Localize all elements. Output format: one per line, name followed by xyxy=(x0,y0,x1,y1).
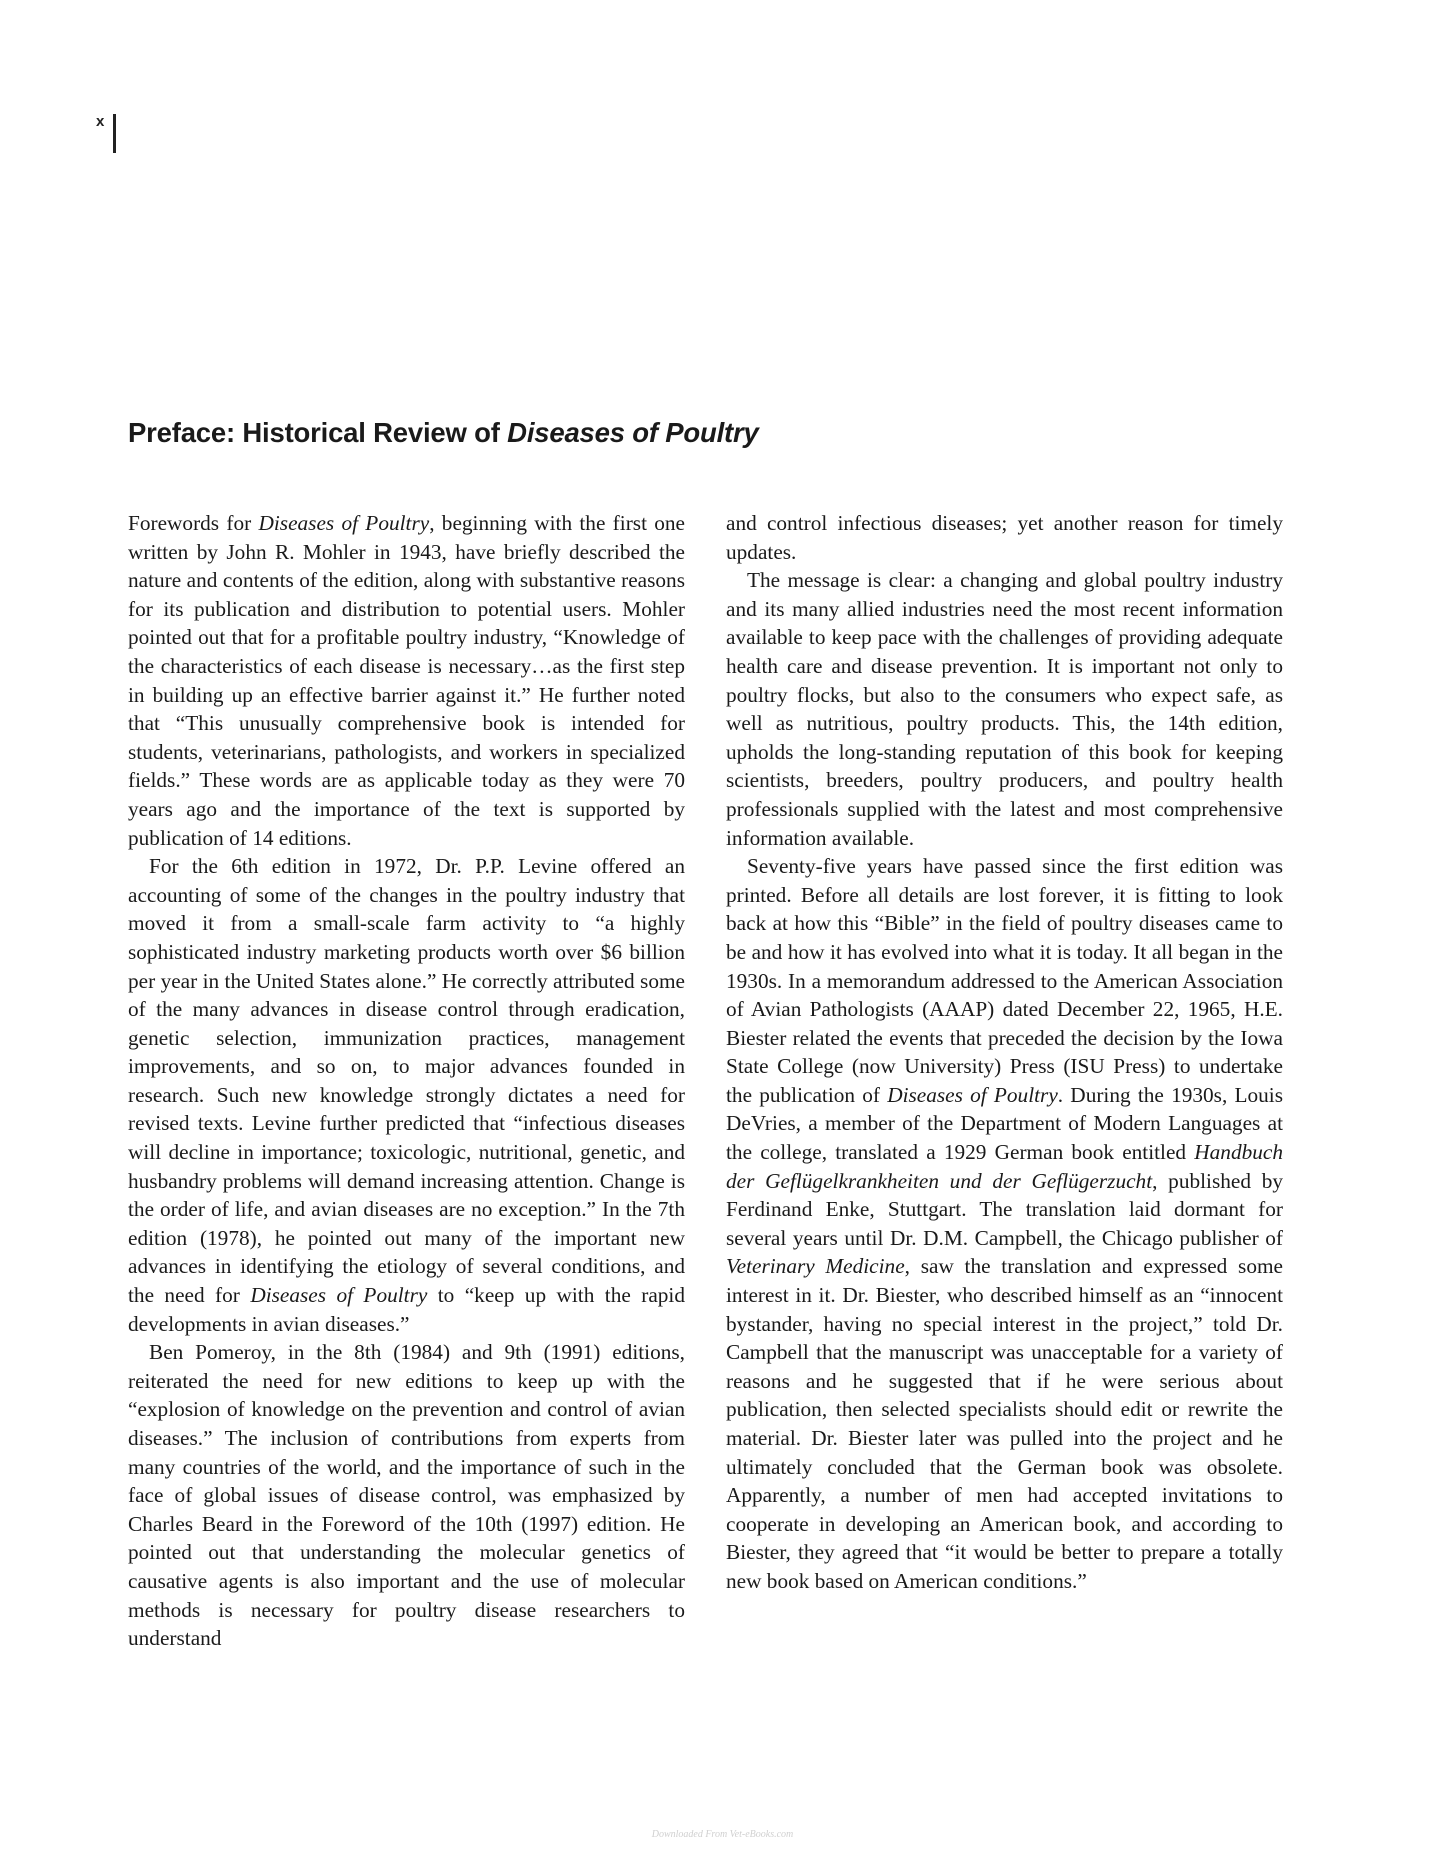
paragraph: Forewords for Diseases of Poultry, beginning with the first one written by John R. Mohler in 1943, have briefly described the nature and contents of the edition, along with substantive reasons for its publication and distribution to potential users. Mohler pointed out that for a profitable poultry industry, “Knowledge of the characteristics of each disease is necessary…as the first step in building up an effective barrier against it.” He further noted that “This unusually comprehensive book is intended for students, veterinarians, pathologists, and workers in specialized fields.” These words are as applicable today as they were 70 years ago and the importance of the text is supported by publication of 14 editions. xyxy=(128,511,686,850)
italic-text: Diseases of Poultry xyxy=(887,1082,1058,1107)
page-title xyxy=(128,415,759,451)
title-book-name: Diseases of Poultry xyxy=(507,417,759,448)
italic-text: Veterinary Medicine xyxy=(726,1254,905,1279)
right-text-column xyxy=(726,509,1283,1596)
italic-text: Diseases of Poultry xyxy=(250,1283,428,1308)
italic-text: Handbuch der Geflügelkrankheiten und der Geflügerzucht xyxy=(726,1140,1283,1193)
footer-watermark: Downloaded From Vet-eBooks.com xyxy=(651,1829,794,1840)
page-number-rule xyxy=(113,114,116,153)
title-prefix: Preface: Historical Review of xyxy=(128,417,508,448)
left-text-column xyxy=(128,509,685,1653)
paragraph: Seventy-five years have passed since the first edition was printed. Before all details are lost forever, it is fitting to look back at how this “Bible” in the field of poultry diseases came to be and how it has evolved into what it is today. It all began in the 1930s. In a memorandum addressed to the American Association of Avian Pathologists (AAAP) dated December 22, 1965, H.E. Biester related the events that preceded the decision by the Iowa State College (now University) Press (ISU Press) to undertake the publication of Diseases of Poultry. During the 1930s, Louis DeVries, a member of the Department of Modern Languages at the college, translated a 1929 German book entitled Handbuch der Geflügelkrankheiten und der Geflügerzucht, published by Ferdinand Enke, Stuttgart. The translation laid dormant for several years until Dr. D.M. Campbell, the Chicago publisher of Veterinary Medicine, saw the translation and expressed some interest in it. Dr. Biester, who described himself as an “innocent bystander, having no special interest in the project,” told Dr. Campbell that the manuscript was unacceptable for a variety of reasons and he suggested that if he were serious about publication, then selected specialists should edit or rewrite the material. Dr. Biester later was pulled into the project and he ultimately concluded that the German book was obsolete. Apparently, a number of men had accepted invitations to cooperate in developing an American book, and according to Biester, they agreed that “it would be better to prepare a totally new book based on American conditions.” xyxy=(726,854,1283,1593)
paragraph: and control infectious diseases; yet another reason for timely updates. xyxy=(726,511,1283,564)
paragraph: For the 6th edition in 1972, Dr. P.P. Levine offered an accounting of some of the changes in the poultry industry that moved it from a small-scale farm activity to “a highly sophisticated industry marketing products worth over $6 billion per year in the United States alone.” He correctly attributed some of the many advances in disease control through eradication, genetic selection, immunization practices, management improvements, and so on, to major advances founded in research. Such new knowledge strongly dictates a need for revised texts. Levine further predicted that “infectious diseases will decline in importance; toxicologic, nutritional, genetic, and husbandry problems will demand increasing attention. Change is the order of life, and avian diseases are no exception.” In the 7th edition (1978), he pointed out many of the important new advances in identifying the etiology of several conditions, and the need for Diseases of Poultry to “keep up with the rapid developments in avian diseases.” xyxy=(128,854,685,1336)
italic-text: Diseases of Poultry xyxy=(258,511,430,535)
paragraph: Ben Pomeroy, in the 8th (1984) and 9th (1991) editions, reiterated the need for new editions to keep up with the “explosion of knowledge on the prevention and control of avian diseases.” The inclusion of contributions from experts from many countries of the world, and the importance of such in the face of global issues of disease control, was emphasized by Charles Beard in the Foreword of the 10th (1997) edition. He pointed out that understanding the molecular genetics of causative agents is also important and the use of molecular methods is necessary for poultry disease researchers to understand xyxy=(128,1340,685,1651)
page-number: x xyxy=(96,113,105,130)
paragraph: The message is clear: a changing and global poultry industry and its many allied industries need the most recent information available to keep pace with the challenges of providing adequate health care and disease prevention. It is important not only to poultry flocks, but also to the consumers who expect safe, as well as nutritious, poultry products. This, the 14th edition, upholds the long-standing reputation of this book for keeping scientists, breeders, poultry producers, and poultry health professionals supplied with the latest and most comprehensive information available. xyxy=(726,568,1283,850)
